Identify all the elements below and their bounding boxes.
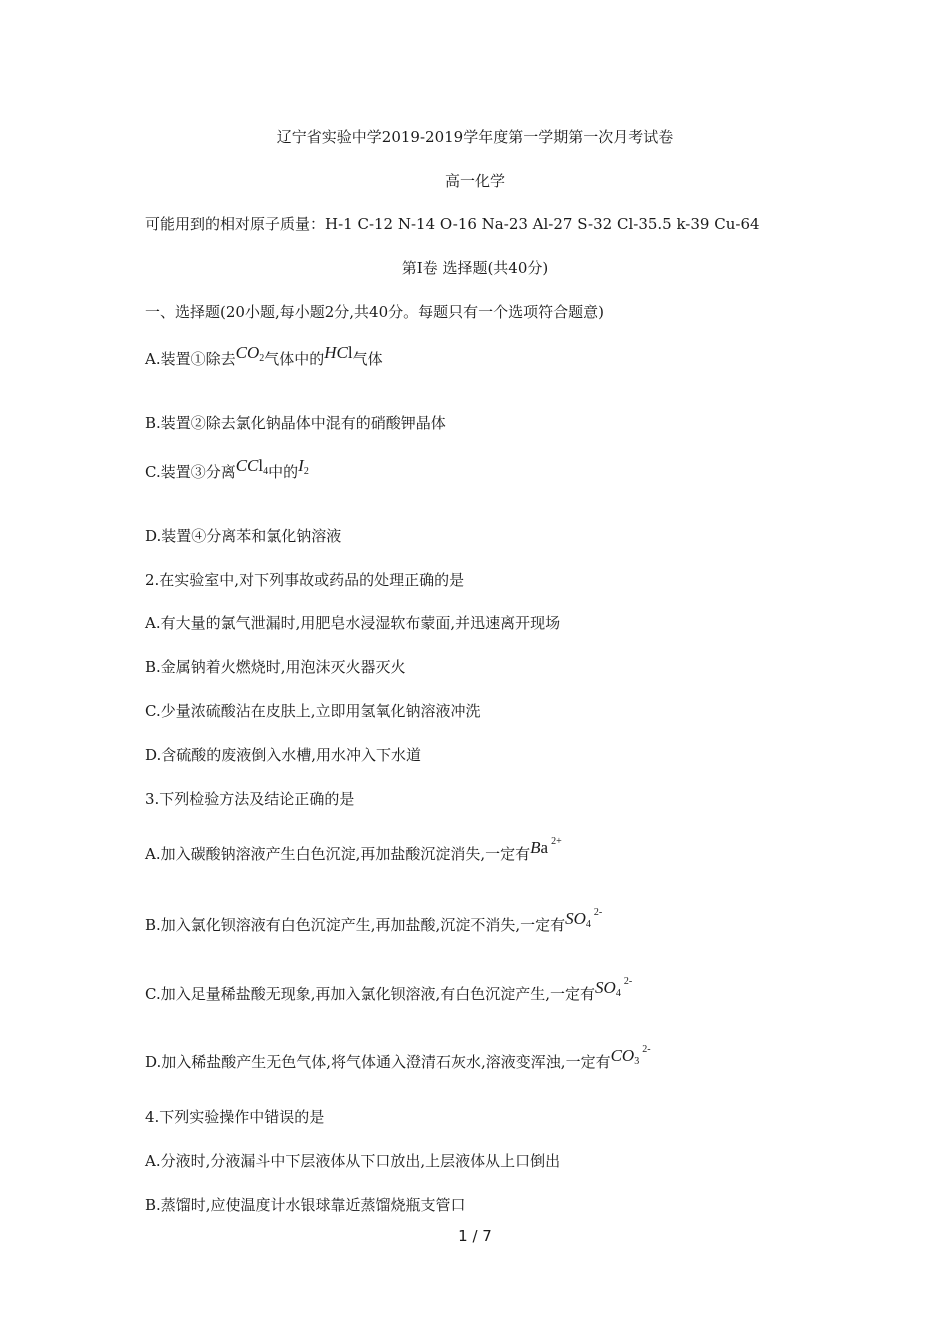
q3-c-text: C.加入足量稀盐酸无现象,再加入氯化钡溶液,有白色沉淀产生,一定有 bbox=[145, 985, 596, 1003]
i2-main: I bbox=[298, 456, 304, 475]
exam-subtitle: 高一化学 bbox=[444, 172, 505, 190]
q1-option-a bbox=[145, 343, 383, 375]
q1-a-mid: 气体中的 bbox=[264, 350, 325, 368]
i2-sub: 2 bbox=[303, 466, 309, 477]
q2-option-c: C.少量浓硫酸沾在皮肤上,立即用氢氧化钠溶液冲洗 bbox=[145, 702, 481, 720]
so4-c-sub: 4 bbox=[615, 988, 621, 999]
atomic-masses: 可能用到的相对原子质量：H-1 C-12 N-14 O-16 Na-23 Al-27 S-32 Cl-35.5 k-39 Cu-64 bbox=[145, 215, 760, 233]
ccl4-italic: CC bbox=[235, 456, 259, 475]
hcl-roman: l bbox=[347, 343, 353, 362]
ba-italic: B bbox=[530, 838, 541, 857]
q4-option-b: B.蒸馏时,应使温度计水银球靠近蒸馏烧瓶支管口 bbox=[145, 1196, 466, 1214]
q1-a-post: 气体 bbox=[352, 350, 383, 368]
q1-c-pre: C.装置③分离 bbox=[145, 463, 236, 481]
q3-option-a bbox=[145, 838, 562, 864]
section-instructions: 一、选择题(20小题,每小题2分,共40分。每题只有一个选项符合题意) bbox=[145, 303, 604, 321]
q4-option-a: A.分液时,分液漏斗中下层液体从下口放出,上层液体从上口倒出 bbox=[145, 1152, 561, 1170]
q2-option-d: D.含硫酸的废液倒入水槽,用水冲入下水道 bbox=[145, 746, 422, 764]
co3-sub: 3 bbox=[634, 1056, 640, 1067]
co3-ion bbox=[610, 1044, 651, 1067]
co3-main: CO bbox=[610, 1046, 635, 1065]
ba-ion bbox=[530, 836, 562, 857]
co2-sub: 2 bbox=[259, 353, 265, 364]
q1-a-pre: A.装置①除去 bbox=[145, 350, 236, 368]
q3-option-c bbox=[145, 978, 632, 1010]
co2-main: CO bbox=[235, 343, 260, 362]
q3-a-text: A.加入碳酸钠溶液产生白色沉淀,再加盐酸沉淀消失,一定有 bbox=[145, 845, 531, 863]
so4-c-main: SO bbox=[595, 978, 616, 997]
q1-option-c bbox=[145, 456, 309, 488]
q1-c-mid: 中的 bbox=[268, 463, 299, 481]
co3-charge: 2- bbox=[642, 1044, 651, 1055]
q3-stem: 3.下列检验方法及结论正确的是 bbox=[145, 790, 355, 808]
so4-c-charge: 2- bbox=[623, 976, 633, 987]
ba-charge: 2+ bbox=[551, 836, 562, 847]
q3-b-text: B.加入氯化钡溶液有白色沉淀产生,再加盐酸,沉淀不消失,一定有 bbox=[145, 916, 566, 934]
ccl4-roman: l bbox=[258, 456, 264, 475]
section-heading: 第Ⅰ卷 选择题(共40分) bbox=[401, 259, 549, 277]
q2-option-a: A.有大量的氯气泄漏时,用肥皂水浸湿软布蒙面,并迅速离开现场 bbox=[145, 614, 561, 632]
q3-d-text: D.加入稀盐酸产生无色气体,将气体通入澄清石灰水,溶液变浑浊,一定有 bbox=[145, 1053, 611, 1071]
so4-b-charge: 2- bbox=[593, 907, 603, 918]
q4-stem: 4.下列实验操作中错误的是 bbox=[145, 1108, 325, 1126]
ccl4-sub: 4 bbox=[263, 466, 269, 477]
exam-title: 辽宁省实验中学2019-2019学年度第一学期第一次月考试卷 bbox=[276, 128, 674, 146]
q3-option-d bbox=[145, 1046, 651, 1078]
ba-roman: a bbox=[540, 838, 549, 857]
so4-b-sub: 4 bbox=[585, 919, 591, 930]
q3-option-b bbox=[145, 909, 602, 941]
hcl-italic: HC bbox=[324, 343, 348, 362]
page-number: 1 / 7 bbox=[458, 1227, 492, 1245]
ccl4-formula bbox=[236, 457, 268, 475]
co2-formula bbox=[236, 344, 265, 362]
i2-formula bbox=[298, 457, 309, 475]
q1-option-b: B.装置②除去氯化钠晶体中混有的硝酸钾晶体 bbox=[145, 414, 446, 432]
so4-ion-b bbox=[565, 907, 603, 930]
so4-b-main: SO bbox=[565, 909, 586, 928]
q1-option-d: D.装置④分离苯和氯化钠溶液 bbox=[145, 527, 342, 545]
hcl-formula bbox=[324, 344, 352, 362]
so4-ion-c bbox=[595, 976, 633, 999]
q2-stem: 2.在实验室中,对下列事故或药品的处理正确的是 bbox=[145, 571, 465, 589]
q2-option-b: B.金属钠着火燃烧时,用泡沫灭火器灭火 bbox=[145, 658, 406, 676]
